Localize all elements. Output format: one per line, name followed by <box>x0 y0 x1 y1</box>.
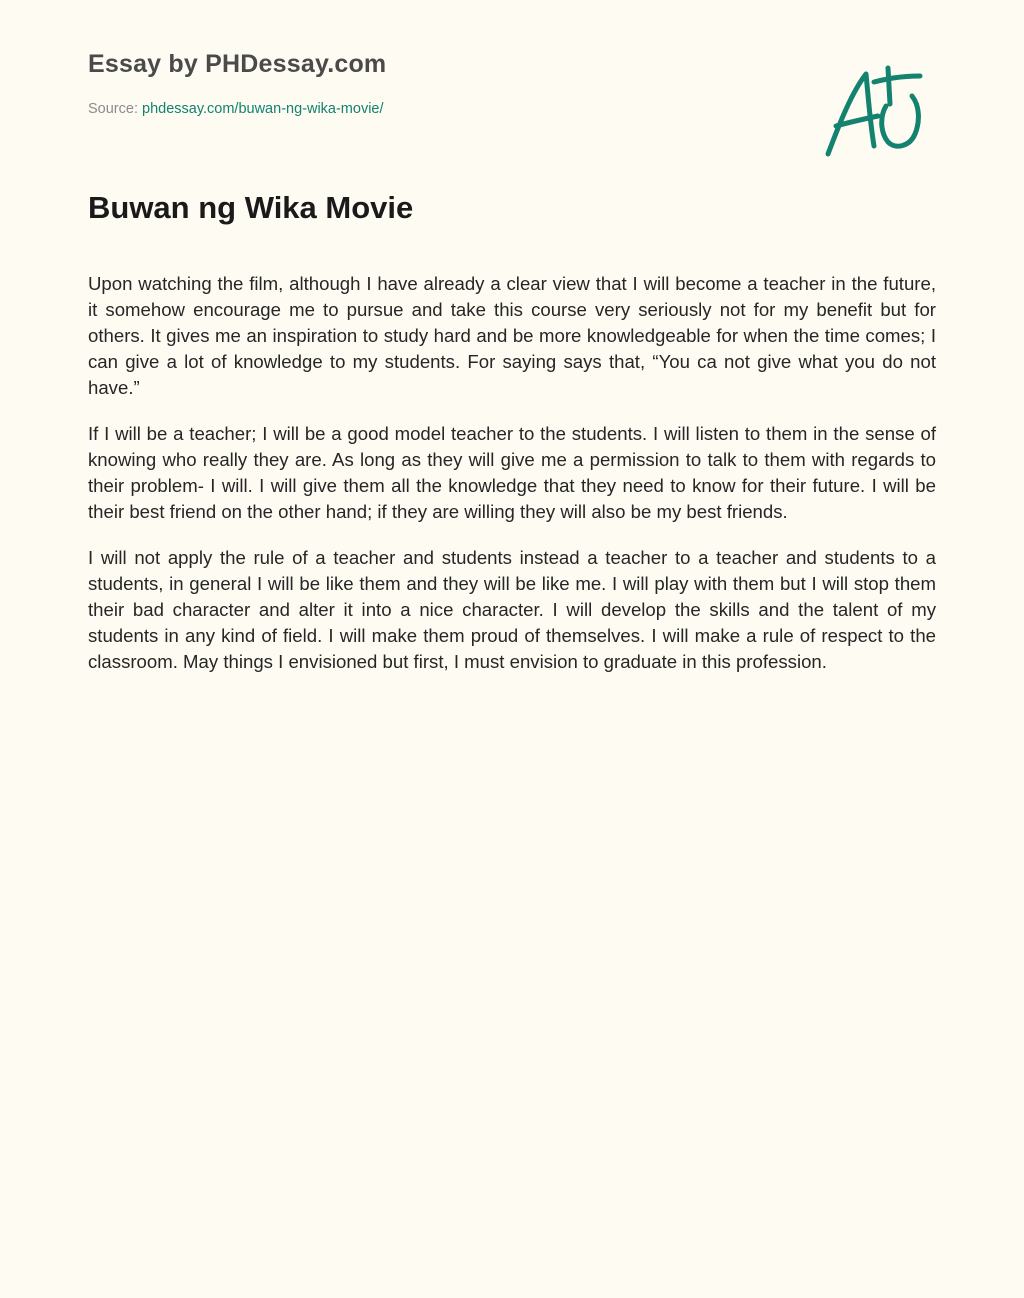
source-line <box>88 101 384 117</box>
source-label: Source: <box>88 101 138 117</box>
source-link[interactable]: phdessay.com/buwan-ng-wika-movie/ <box>142 101 384 117</box>
paragraph: I will not apply the rule of a teacher and students instead a teacher to a teacher and students to a students, in general I will be like them and they will be like me. I will play with them but I will stop them their bad character and alter it into a nice character. I will develop the skills and the talent of my students in any kind of field. I will make them proud of themselves. I will make a rule of respect to the classroom. May things I envisioned but first, I must envision to graduate in this profession. <box>88 547 936 672</box>
essay-body <box>88 271 936 695</box>
paragraph: Upon watching the film, although I have already a clear view that I will become a teacher in the future, it somehow encourage me to pursue and take this course very seriously not for my benefit but for others. It gives me an inspiration to study hard and be more knowledgeable for when the time comes; I can give a lot of knowledge to my students. For saying says that, “You ca not give what you do not have.” <box>88 273 936 398</box>
a-plus-icon <box>824 64 924 160</box>
paragraph: If I will be a teacher; I will be a good model teacher to the students. I will listen to them in the sense of knowing who really they are. As long as they will give me a permission to talk to them with regards to their problem- I will. I will give them all the knowledge that they need to know for their future. I will be their best friend on the other hand; if they are willing they will also be my best friends. <box>88 423 936 522</box>
site-brand: Essay by PHDessay.com <box>88 50 387 78</box>
essay-title: Buwan ng Wika Movie <box>88 190 414 225</box>
